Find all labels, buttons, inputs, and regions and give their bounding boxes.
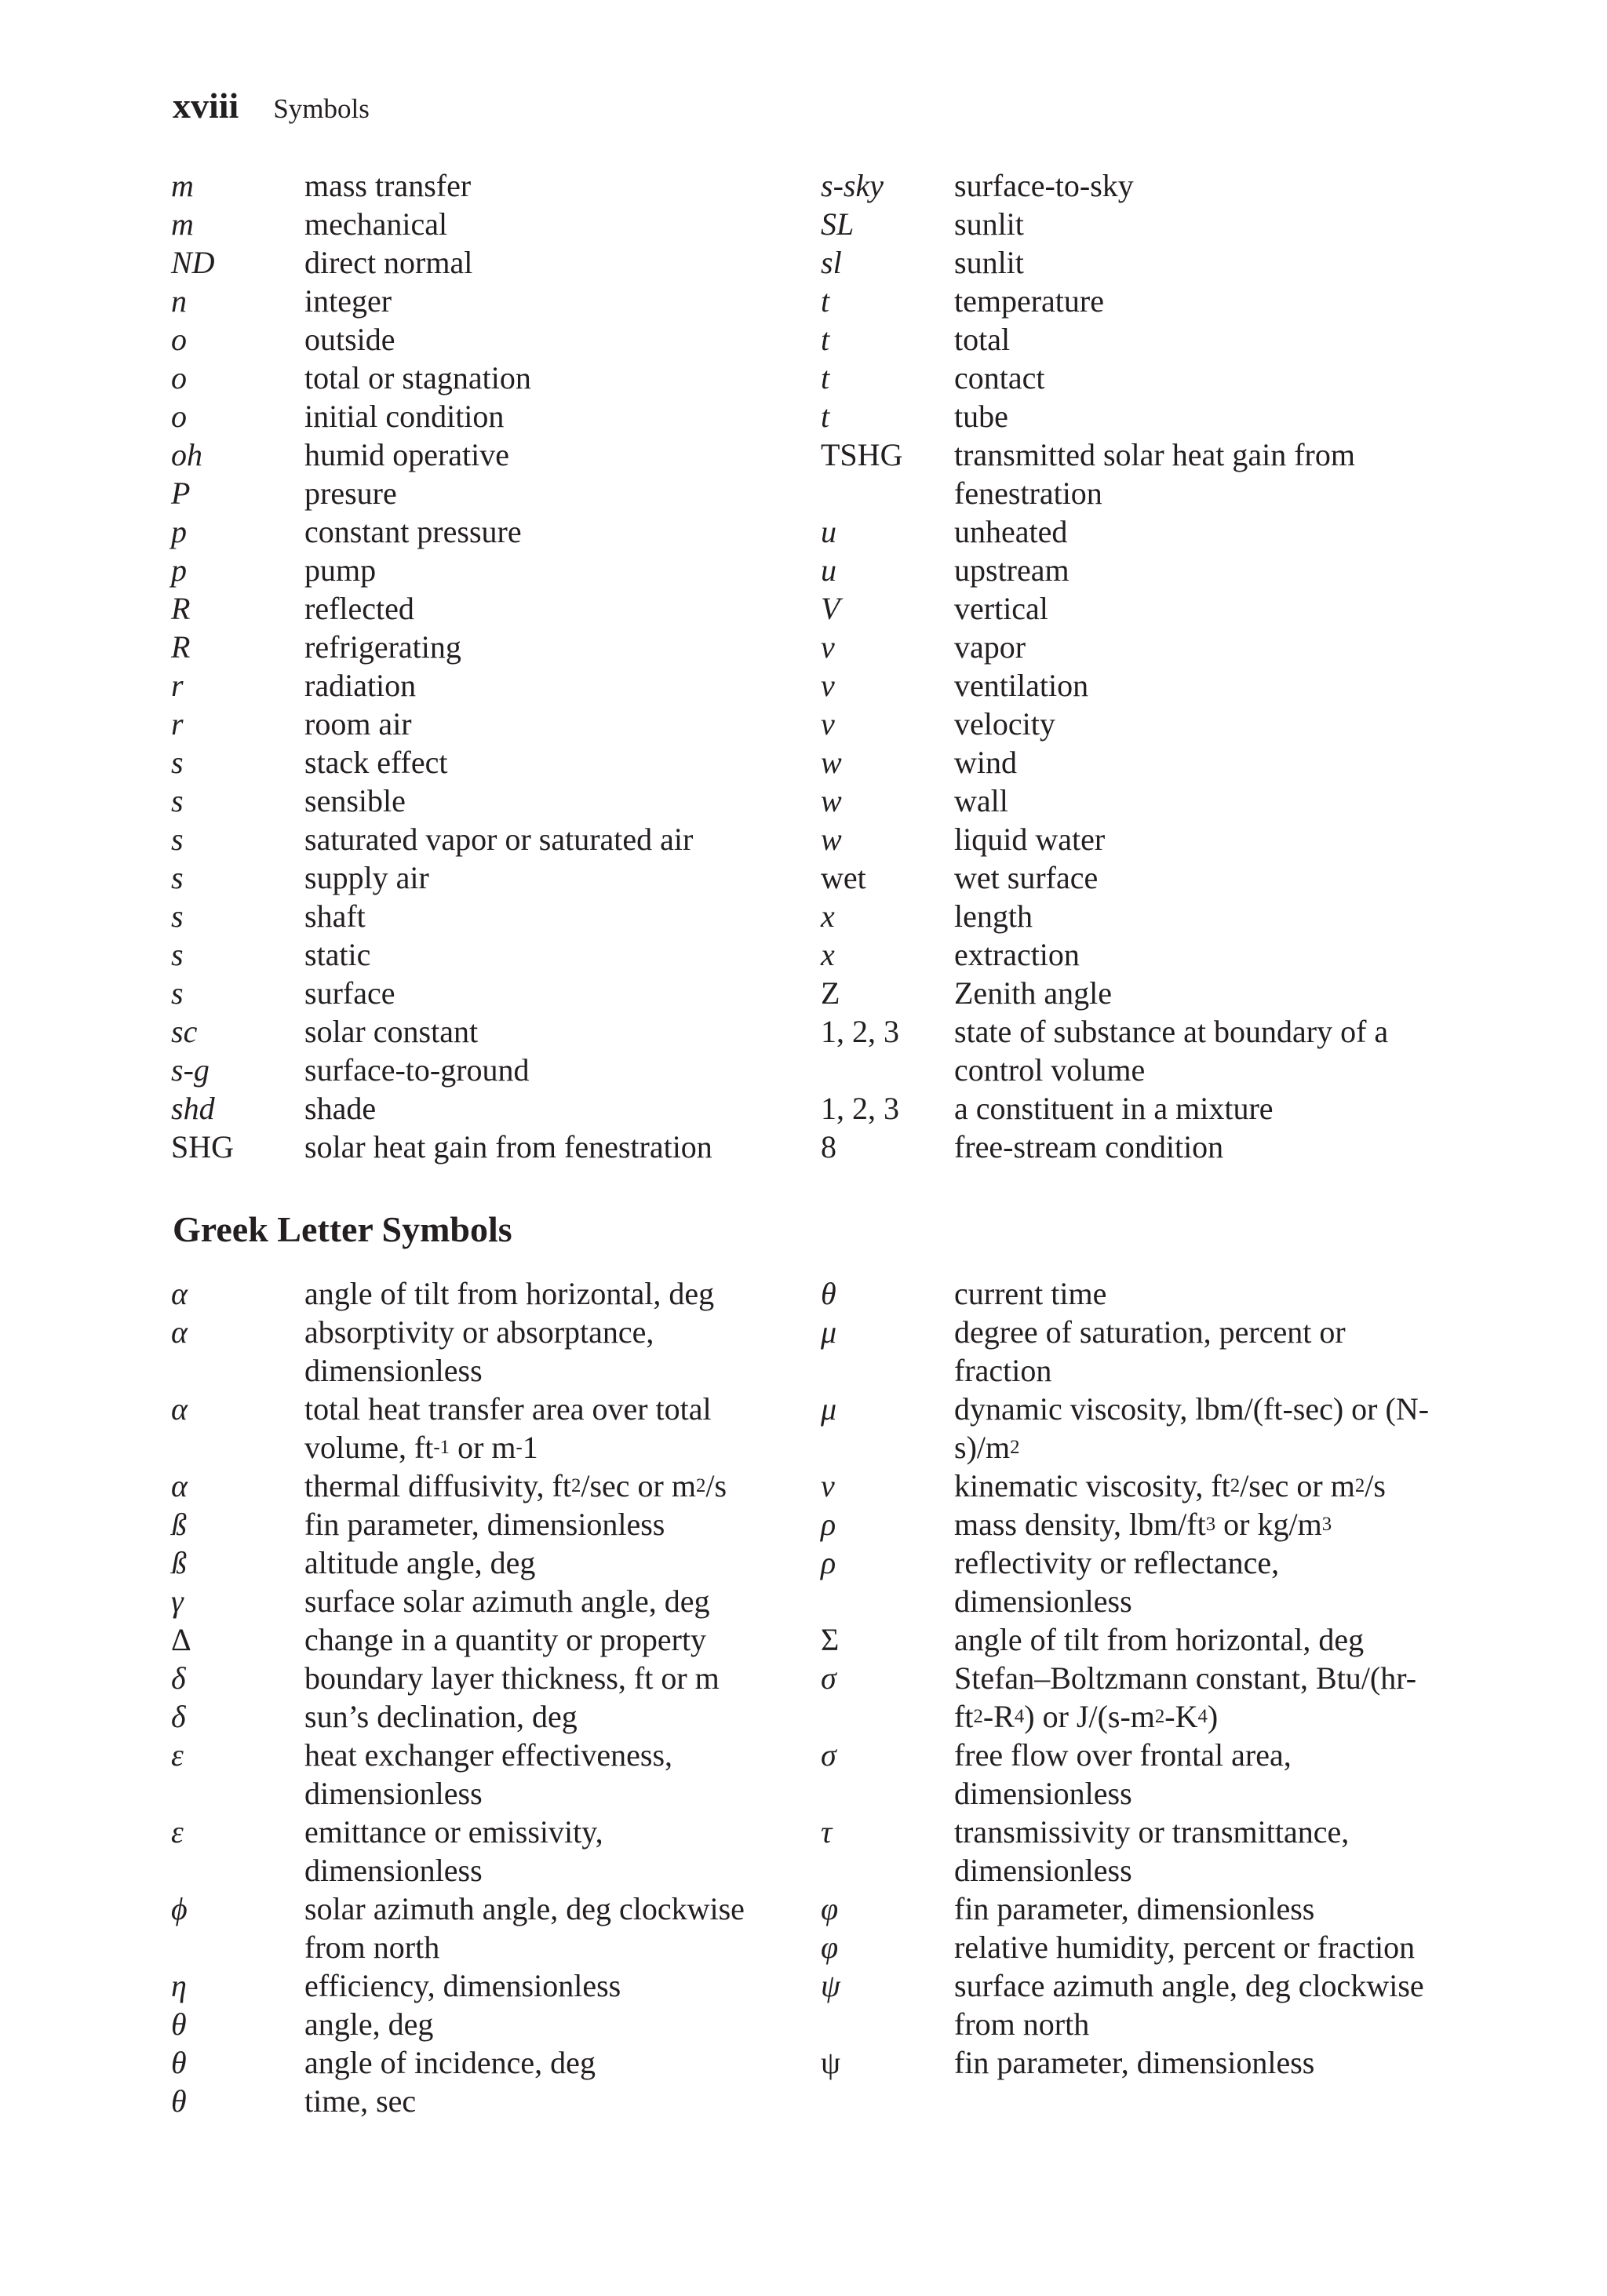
symbol-entry bbox=[171, 166, 787, 205]
symbol-entry bbox=[171, 1543, 787, 1582]
symbol-entry bbox=[171, 1736, 787, 1813]
symbol: u bbox=[821, 552, 836, 588]
symbol: s bbox=[171, 975, 184, 1011]
symbol-description: room air bbox=[304, 706, 412, 742]
symbol-entry bbox=[821, 782, 1445, 820]
symbol-entry bbox=[171, 1813, 787, 1890]
symbol: α bbox=[171, 1391, 188, 1427]
symbol-description: free flow over frontal area, dimensionless bbox=[954, 1737, 1292, 1811]
symbol: o bbox=[171, 399, 187, 434]
symbol: SL bbox=[821, 206, 855, 242]
symbol: α bbox=[171, 1314, 188, 1350]
symbol-description: radiation bbox=[304, 668, 417, 703]
symbol: wet bbox=[821, 860, 866, 895]
symbol-entry bbox=[171, 1582, 787, 1620]
symbol-description: sensible bbox=[304, 783, 406, 818]
symbol: γ bbox=[171, 1584, 184, 1619]
symbol-description: static bbox=[304, 937, 371, 972]
symbol: n bbox=[171, 283, 187, 319]
symbol-entry bbox=[821, 397, 1445, 436]
symbol-description: angle of tilt from horizontal, deg bbox=[304, 1276, 715, 1311]
symbol-description: temperature bbox=[954, 283, 1104, 319]
symbol-entry bbox=[821, 1659, 1445, 1736]
symbol: δ bbox=[171, 1699, 186, 1734]
symbol-description: length bbox=[954, 898, 1033, 934]
running-title: Symbols bbox=[273, 93, 370, 124]
section-heading: Greek Letter Symbols bbox=[173, 1209, 512, 1249]
symbol-entry bbox=[821, 1928, 1445, 1966]
symbol: α bbox=[171, 1276, 188, 1311]
symbol-description: angle, deg bbox=[304, 2006, 434, 2042]
symbol: ε bbox=[171, 1814, 184, 1850]
symbol-entry bbox=[171, 1012, 787, 1051]
symbol-description: vapor bbox=[954, 629, 1026, 665]
symbol-description: total heat transfer area over total volume, $ft^{-1}$ or m-1 bbox=[304, 1391, 712, 1465]
symbol-entry bbox=[171, 1274, 787, 1313]
symbol-entry bbox=[821, 1390, 1445, 1467]
symbol-entry bbox=[171, 2082, 787, 2120]
symbol: s-sky bbox=[821, 168, 884, 203]
symbol-description: extraction bbox=[954, 937, 1080, 972]
symbol-entry bbox=[171, 1620, 787, 1659]
symbol-entry bbox=[821, 935, 1445, 974]
symbol: ρ bbox=[821, 1507, 836, 1542]
page-number: xviii bbox=[173, 86, 239, 126]
symbol-description: mass density, lbm/$ft^3$ or $kg/m^3$ bbox=[954, 1507, 1332, 1542]
symbol-entry bbox=[171, 397, 787, 436]
symbol-entry bbox=[821, 974, 1445, 1012]
symbol-description: state of substance at boundary of a control volume bbox=[954, 1014, 1389, 1088]
symbol-entry bbox=[171, 935, 787, 974]
symbol-description: time, sec bbox=[304, 2083, 417, 2119]
symbol-description: tube bbox=[954, 399, 1008, 434]
symbol-description: solar constant bbox=[304, 1014, 479, 1049]
symbol: o bbox=[171, 360, 187, 395]
symbol-entry bbox=[171, 1051, 787, 1089]
symbol-entry bbox=[171, 1505, 787, 1543]
symbol: v bbox=[821, 629, 835, 665]
symbol: p bbox=[171, 552, 187, 588]
symbol-entry bbox=[821, 1012, 1445, 1089]
symbol: s bbox=[171, 783, 184, 818]
symbol-description: fin parameter, dimensionless bbox=[304, 1507, 665, 1542]
symbol-entry bbox=[821, 589, 1445, 628]
symbol: τ bbox=[821, 1814, 833, 1850]
symbol: u bbox=[821, 514, 836, 549]
symbol: Z bbox=[821, 975, 840, 1011]
symbol: sl bbox=[821, 245, 842, 280]
symbol-description: thermal diffusivity, $ft^2/\sec$ or $m^2/s$ bbox=[304, 1468, 727, 1503]
symbol-description: solar azimuth angle, deg clockwise from north bbox=[304, 1891, 745, 1965]
symbol-description: unheated bbox=[954, 514, 1068, 549]
symbol-description: humid operative bbox=[304, 437, 510, 472]
symbol-description: wall bbox=[954, 783, 1008, 818]
symbol-description: current time bbox=[954, 1276, 1107, 1311]
symbol-entry bbox=[171, 1390, 787, 1467]
symbol-entry bbox=[821, 320, 1445, 359]
symbol-description: mechanical bbox=[304, 206, 448, 242]
symbol-description: surface bbox=[304, 975, 395, 1011]
symbol: shd bbox=[171, 1091, 215, 1126]
subscript-list-right bbox=[821, 166, 1445, 1166]
symbol-entry bbox=[171, 282, 787, 320]
symbol-description: liquid water bbox=[954, 822, 1106, 857]
symbol: θ bbox=[171, 2083, 187, 2119]
symbol-entry bbox=[171, 320, 787, 359]
symbol-description: emittance or emissivity, dimensionless bbox=[304, 1814, 603, 1888]
symbol: R bbox=[171, 591, 191, 626]
symbol-description: surface solar azimuth angle, deg bbox=[304, 1584, 710, 1619]
symbol-entry bbox=[821, 205, 1445, 243]
symbol-description: angle of incidence, deg bbox=[304, 2045, 596, 2080]
symbol: w bbox=[821, 783, 842, 818]
symbol-description: direct normal bbox=[304, 245, 473, 280]
symbol-entry bbox=[171, 897, 787, 935]
symbol-entry bbox=[821, 1620, 1445, 1659]
symbol: ε bbox=[171, 1737, 184, 1773]
symbol-entry bbox=[821, 743, 1445, 782]
symbol: s bbox=[171, 937, 184, 972]
symbol: s-g bbox=[171, 1052, 210, 1088]
symbol-description: solar heat gain from fenestration bbox=[304, 1129, 712, 1164]
symbol-description: change in a quantity or property bbox=[304, 1622, 707, 1657]
symbol-description: Zenith angle bbox=[954, 975, 1113, 1011]
symbol-entry bbox=[171, 551, 787, 589]
symbol-entry bbox=[171, 1089, 787, 1128]
symbol: t bbox=[821, 399, 830, 434]
symbol: Σ bbox=[821, 1622, 840, 1657]
symbol: r bbox=[171, 706, 184, 742]
symbol-entry bbox=[821, 666, 1445, 705]
symbol-entry bbox=[171, 1890, 787, 1966]
symbol-description: sun’s declination, deg bbox=[304, 1699, 578, 1734]
symbol: ν bbox=[821, 1468, 835, 1503]
symbol-entry bbox=[171, 1697, 787, 1736]
symbol: oh bbox=[171, 437, 202, 472]
symbol-description: fin parameter, dimensionless bbox=[954, 1891, 1315, 1926]
symbol: ß bbox=[171, 1507, 187, 1542]
symbol-description: shade bbox=[304, 1091, 377, 1126]
symbol-entry bbox=[171, 436, 787, 474]
symbol-entry bbox=[171, 359, 787, 397]
symbol-entry bbox=[821, 1890, 1445, 1928]
subscript-list-left bbox=[171, 166, 787, 1166]
symbol: s bbox=[171, 860, 184, 895]
symbol-entry bbox=[821, 551, 1445, 589]
symbol: σ bbox=[821, 1737, 836, 1773]
symbol: v bbox=[821, 668, 835, 703]
symbol-entry bbox=[171, 1128, 787, 1166]
symbol: TSHG bbox=[821, 437, 903, 472]
symbol-description: sunlit bbox=[954, 206, 1024, 242]
symbol-entry bbox=[171, 974, 787, 1012]
symbol-description: reflectivity or reflectance, dimensionless bbox=[954, 1545, 1280, 1619]
symbol-entry bbox=[821, 1966, 1445, 2043]
symbol-description: total bbox=[954, 322, 1011, 357]
symbol: α bbox=[171, 1468, 188, 1503]
symbol-entry bbox=[821, 243, 1445, 282]
symbol-description: kinematic viscosity, $ft^2/\sec$ or $m^2/s$ bbox=[954, 1468, 1386, 1503]
symbol-description: constant pressure bbox=[304, 514, 522, 549]
symbol: v bbox=[821, 706, 835, 742]
symbol-entry bbox=[821, 628, 1445, 666]
symbol-description: velocity bbox=[954, 706, 1055, 742]
symbol: 8 bbox=[821, 1129, 836, 1164]
symbol: w bbox=[821, 822, 842, 857]
symbol-entry bbox=[171, 705, 787, 743]
symbol-entry bbox=[821, 512, 1445, 551]
symbol-entry bbox=[821, 1274, 1445, 1313]
symbol-entry bbox=[171, 2005, 787, 2043]
symbol-description: integer bbox=[304, 283, 392, 319]
symbol: φ bbox=[821, 1891, 839, 1926]
symbol: R bbox=[171, 629, 191, 665]
symbol-entry bbox=[821, 2043, 1445, 2082]
symbol-description: transmissivity or transmittance, dimensionless bbox=[954, 1814, 1350, 1888]
symbol-description: free-stream condition bbox=[954, 1129, 1224, 1164]
greek-symbol-list-right bbox=[821, 1274, 1445, 2082]
symbol-entry bbox=[821, 820, 1445, 858]
symbol: ϕ bbox=[171, 1891, 188, 1926]
symbol: φ bbox=[821, 1930, 839, 1965]
symbol: θ bbox=[171, 2006, 187, 2042]
symbol: m bbox=[171, 168, 194, 203]
symbol-description: outside bbox=[304, 322, 395, 357]
symbol-description: shaft bbox=[304, 898, 366, 934]
symbol-entry bbox=[171, 666, 787, 705]
symbol-entry bbox=[171, 628, 787, 666]
symbol: s bbox=[171, 898, 184, 934]
symbol: ND bbox=[171, 245, 215, 280]
symbol-entry bbox=[821, 436, 1445, 512]
symbol: θ bbox=[171, 2045, 187, 2080]
symbol-entry bbox=[821, 359, 1445, 397]
symbol-entry bbox=[171, 205, 787, 243]
symbol-description: Stefan–Boltzmann constant, Btu/$(hr-ft^2-R^4)$ or $J/(s-m^2-K^4)$ bbox=[954, 1660, 1417, 1734]
symbol-description: saturated vapor or saturated air bbox=[304, 822, 694, 857]
symbol-description: surface azimuth angle, deg clockwise from north bbox=[954, 1968, 1424, 2042]
symbol: t bbox=[821, 283, 830, 319]
symbol-description: degree of saturation, percent or fraction bbox=[954, 1314, 1346, 1388]
symbol-entry bbox=[821, 282, 1445, 320]
symbol-description: initial condition bbox=[304, 399, 505, 434]
symbol: p bbox=[171, 514, 187, 549]
symbol-entry bbox=[171, 243, 787, 282]
symbol-description: altitude angle, deg bbox=[304, 1545, 536, 1580]
symbol-description: sunlit bbox=[954, 245, 1024, 280]
symbol-description: pump bbox=[304, 552, 377, 588]
symbol-entry bbox=[171, 743, 787, 782]
symbol-entry bbox=[821, 1543, 1445, 1620]
symbol-entry bbox=[171, 820, 787, 858]
symbol-description: refrigerating bbox=[304, 629, 461, 665]
symbol-entry bbox=[171, 1467, 787, 1505]
symbol-entry bbox=[171, 474, 787, 512]
symbol-description: a constituent in a mixture bbox=[954, 1091, 1274, 1126]
symbol: ψ bbox=[821, 1968, 840, 2003]
symbol-entry bbox=[821, 1089, 1445, 1128]
symbol-description: contact bbox=[954, 360, 1045, 395]
symbol-description: heat exchanger effectiveness, dimensionless bbox=[304, 1737, 673, 1811]
symbol-description: boundary layer thickness, ft or m bbox=[304, 1660, 720, 1696]
symbol-description: angle of tilt from horizontal, deg bbox=[954, 1622, 1365, 1657]
symbol: μ bbox=[821, 1314, 837, 1350]
symbol-entry bbox=[171, 2043, 787, 2082]
symbol: σ bbox=[821, 1660, 836, 1696]
symbol: t bbox=[821, 322, 830, 357]
symbol-description: surface-to-ground bbox=[304, 1052, 530, 1088]
symbol-entry bbox=[171, 589, 787, 628]
symbol-description: ventilation bbox=[954, 668, 1089, 703]
symbol-description: efficiency, dimensionless bbox=[304, 1968, 621, 2003]
symbol: ρ bbox=[821, 1545, 836, 1580]
symbol-description: mass transfer bbox=[304, 168, 472, 203]
symbol: s bbox=[171, 822, 184, 857]
symbol-description: presure bbox=[304, 476, 397, 511]
symbol-description: wet surface bbox=[954, 860, 1099, 895]
page-header bbox=[173, 85, 370, 126]
symbol: P bbox=[171, 476, 191, 511]
symbol: ß bbox=[171, 1545, 187, 1580]
symbol: η bbox=[171, 1968, 187, 2003]
symbol-entry bbox=[821, 1313, 1445, 1390]
greek-symbol-list-left bbox=[171, 1274, 787, 2120]
symbol-entry bbox=[171, 1659, 787, 1697]
symbol: o bbox=[171, 322, 187, 357]
symbol-description: relative humidity, percent or fraction bbox=[954, 1930, 1416, 1965]
symbol-description: supply air bbox=[304, 860, 429, 895]
symbol-entry bbox=[821, 166, 1445, 205]
symbol-description: stack effect bbox=[304, 745, 448, 780]
symbol-description: vertical bbox=[954, 591, 1048, 626]
symbol-entry bbox=[171, 512, 787, 551]
symbol-entry bbox=[821, 1813, 1445, 1890]
symbol: Δ bbox=[171, 1622, 191, 1657]
symbol-entry bbox=[821, 1505, 1445, 1543]
symbol: 1, 2, 3 bbox=[821, 1091, 899, 1126]
symbol-description: wind bbox=[954, 745, 1017, 780]
symbol: sc bbox=[171, 1014, 198, 1049]
symbol-description: dynamic viscosity, lbm/(ft-sec) or $(N-s)/m^2$ bbox=[954, 1391, 1430, 1465]
symbol: x bbox=[821, 937, 835, 972]
symbol: SHG bbox=[171, 1129, 235, 1164]
symbol-description: total or stagnation bbox=[304, 360, 531, 395]
symbol-entry bbox=[821, 897, 1445, 935]
symbol: r bbox=[171, 668, 184, 703]
symbol-entry bbox=[821, 1128, 1445, 1166]
symbol: μ bbox=[821, 1391, 837, 1427]
symbol: δ bbox=[171, 1660, 186, 1696]
symbol-description: surface-to-sky bbox=[954, 168, 1134, 203]
symbol: w bbox=[821, 745, 842, 780]
symbol-description: fin parameter, dimensionless bbox=[954, 2045, 1315, 2080]
symbol-entry bbox=[821, 705, 1445, 743]
symbol: θ bbox=[821, 1276, 836, 1311]
symbol: ψ bbox=[821, 2045, 841, 2080]
symbol: 1, 2, 3 bbox=[821, 1014, 899, 1049]
symbol-description: reflected bbox=[304, 591, 414, 626]
symbol: V bbox=[821, 591, 840, 626]
symbol: s bbox=[171, 745, 184, 780]
symbol: t bbox=[821, 360, 830, 395]
symbol-entry bbox=[171, 1313, 787, 1390]
symbol-entry bbox=[821, 1467, 1445, 1505]
symbol-description: absorptivity or absorptance, dimensionless bbox=[304, 1314, 654, 1388]
symbol-entry bbox=[821, 1736, 1445, 1813]
symbol: m bbox=[171, 206, 194, 242]
symbol-entry bbox=[821, 858, 1445, 897]
symbol: x bbox=[821, 898, 835, 934]
symbol-description: transmitted solar heat gain from fenestration bbox=[954, 437, 1355, 511]
symbol-entry bbox=[171, 858, 787, 897]
symbol-entry bbox=[171, 1966, 787, 2005]
symbol-entry bbox=[171, 782, 787, 820]
symbol-description: upstream bbox=[954, 552, 1070, 588]
